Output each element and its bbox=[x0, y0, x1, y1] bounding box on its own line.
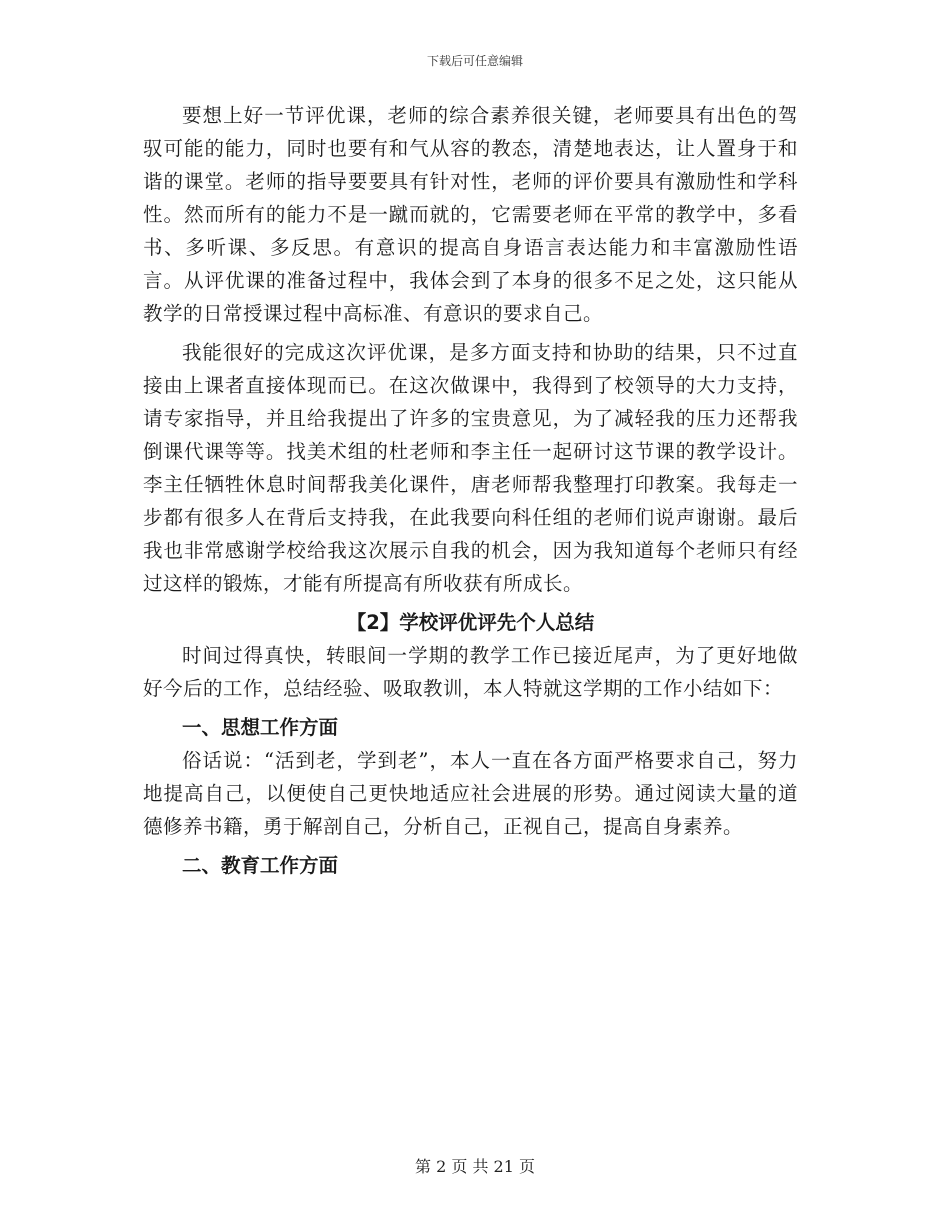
heading-education-work: 二、教育工作方面 bbox=[182, 854, 339, 877]
heading-ideology-work: 一、思想工作方面 bbox=[182, 716, 339, 739]
paragraph-acknowledgements: 我能很好的完成这次评优课，是多方面支持和协助的结果，只不过直接由上课者直接体现而已。在这次做课中，我得到了校领导的大力支持，请专家指导，并且给我提出了许多的宝贵意见，为了减轻我的压力还帮我倒课代课等等。找美术组的杜老师和李主任一起研讨这节课的教学设计。李主任牺牲休息时间帮我美化课件，唐老师帮我整理打印教案。我每走一步都有很多人在背后支持我，在此我要向科任组的老师们说声谢谢。最后我也非常感谢学校给我这次展示自我的机会，因为我知道每个老师只有经过这样的锻炼，才能有所提高有所收获有所成长。 bbox=[143, 341, 798, 595]
paragraph-intro: 时间过得真快，转眼间一学期的教学工作已接近尾声，为了更好地做好今后的工作，总结经验、吸取教训，本人特就这学期的工作小结如下： bbox=[143, 644, 798, 700]
document-body bbox=[143, 99, 798, 882]
paragraph-evaluation-reflection: 要想上好一节评优课，老师的综合素养很关键，老师要具有出色的驾驭可能的能力，同时也要有和气从容的教态，清楚地表达，让人置身于和谐的课堂。老师的指导要要具有针对性，老师的评价要具有激励性和学科性。然而所有的能力不是一蹴而就的，它需要老师在平常的教学中，多看书、多听课、多反思。有意识的提高自身语言表达能力和丰富激励性语言。从评优课的准备过程中，我体会到了本身的很多不足之处，这只能从教学的日常授课过程中高标准、有意识的要求自己。 bbox=[143, 104, 798, 325]
page-header: 下载后可任意编辑 bbox=[426, 54, 523, 68]
section-title: 【2】学校评优评先个人总结 bbox=[346, 611, 595, 634]
page-number: 第 2 页 共 21 页 bbox=[415, 1157, 535, 1176]
paragraph-ideology: 俗话说：“活到老，学到老”，本人一直在各方面严格要求自己，努力地提高自己，以便使自己更快地适应社会进展的形势。通过阅读大量的道德修养书籍，勇于解剖自己，分析自己，正视自己，提高自身素养。 bbox=[143, 749, 798, 838]
